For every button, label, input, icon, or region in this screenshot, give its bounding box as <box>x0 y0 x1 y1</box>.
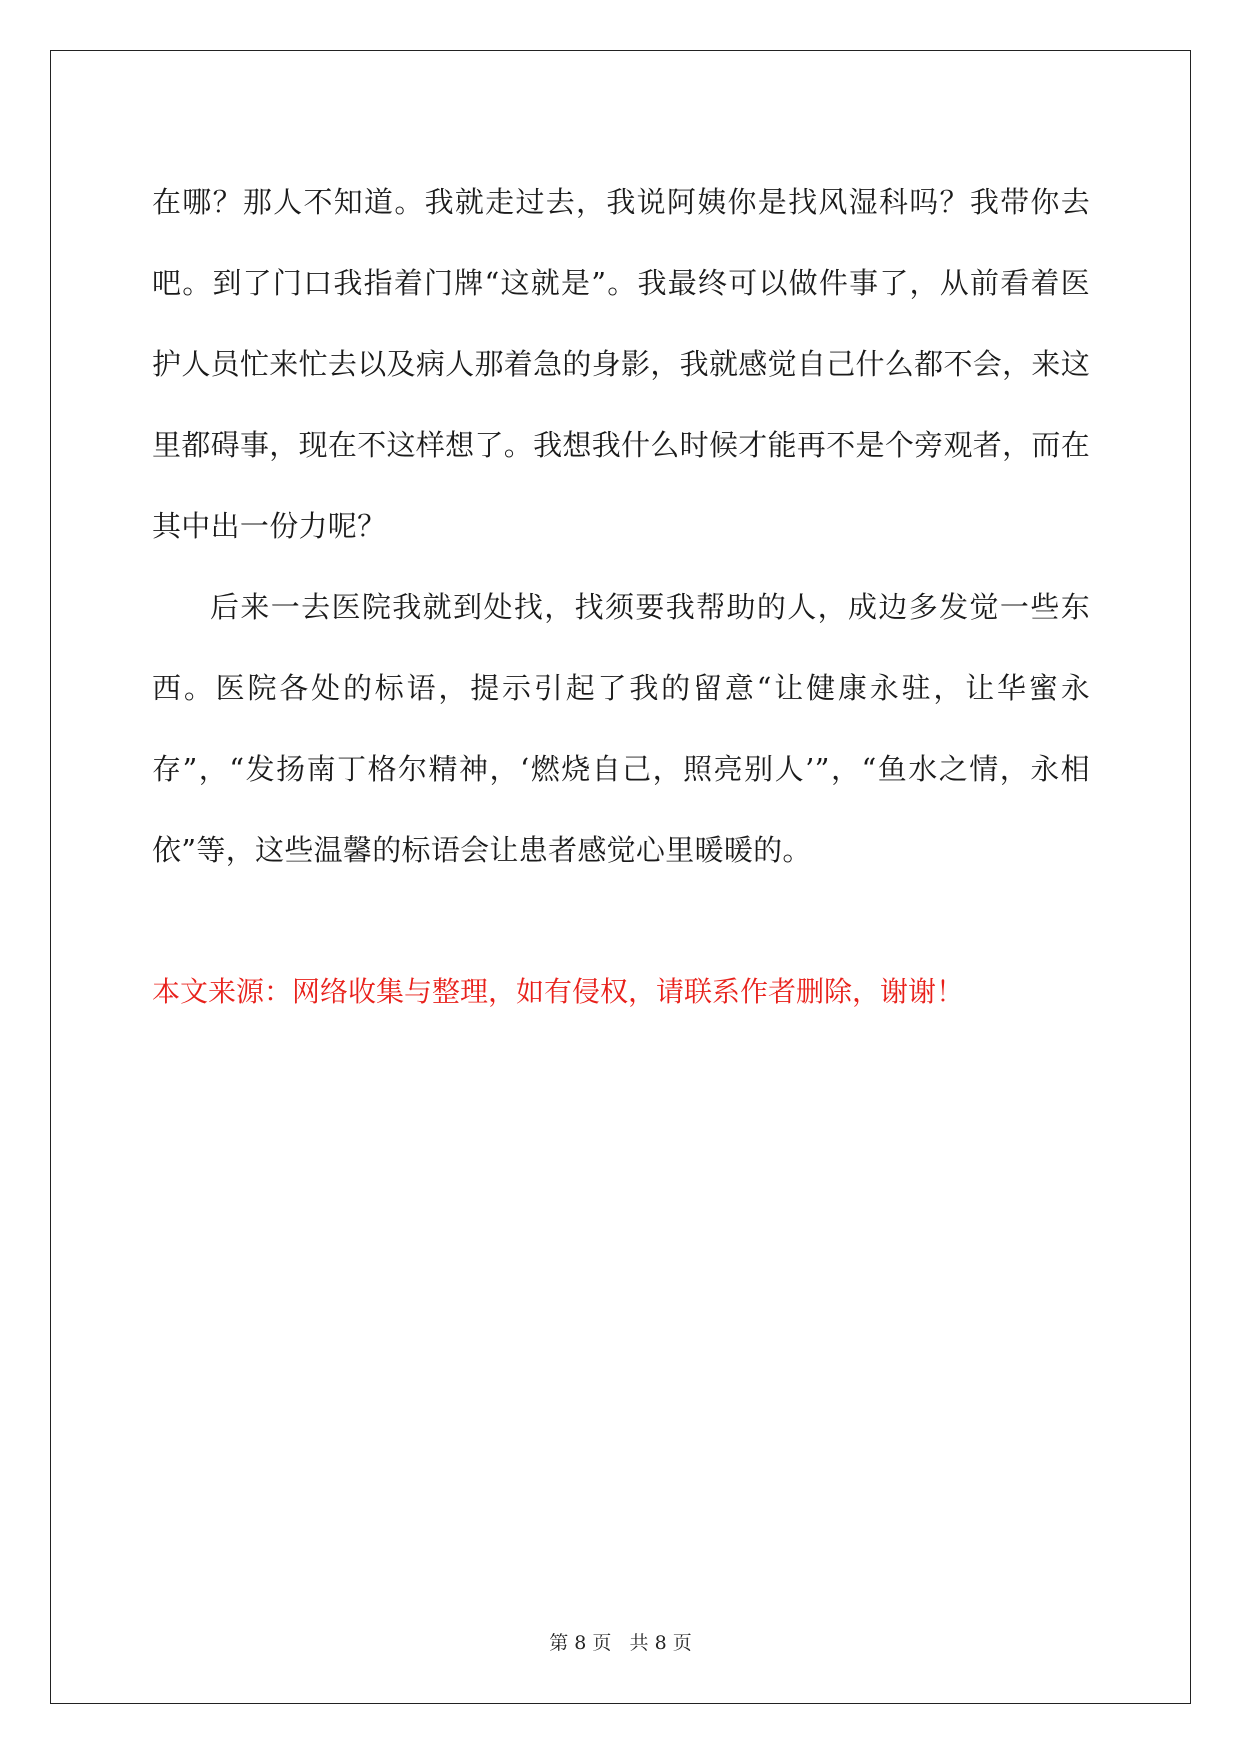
paragraph: 后来一去医院我就到处找，找须要我帮助的人，成边多发觉一些东西。医院各处的标语，提示引起了我的留意“让健康永驻，让华蜜永存”，“发扬南丁格尔精神，‘燃烧自己，照亮别人’”，“鱼水之情，永相依”等，这些温馨的标语会让患者感觉心里暖暖的。 <box>152 590 1090 867</box>
page-number-footer: 第 8 页 共 8 页 <box>549 1632 692 1654</box>
paragraph-continued: 在哪？那人不知道。我就走过去，我说阿姨你是找风湿科吗？我带你去吧。到了门口我指着门牌“这就是”。我最终可以做件事了，从前看着医护人员忙来忙去以及病人那着急的身影，我就感觉自己什么都不会，来这里都碍事，现在不这样想了。我想我什么时候才能再不是个旁观者，而在其中出一份力呢？ <box>152 185 1090 543</box>
source-note: 本文来源：网络收集与整理，如有侵权，请联系作者删除，谢谢！ <box>152 975 965 1008</box>
document-body <box>152 162 1090 891</box>
